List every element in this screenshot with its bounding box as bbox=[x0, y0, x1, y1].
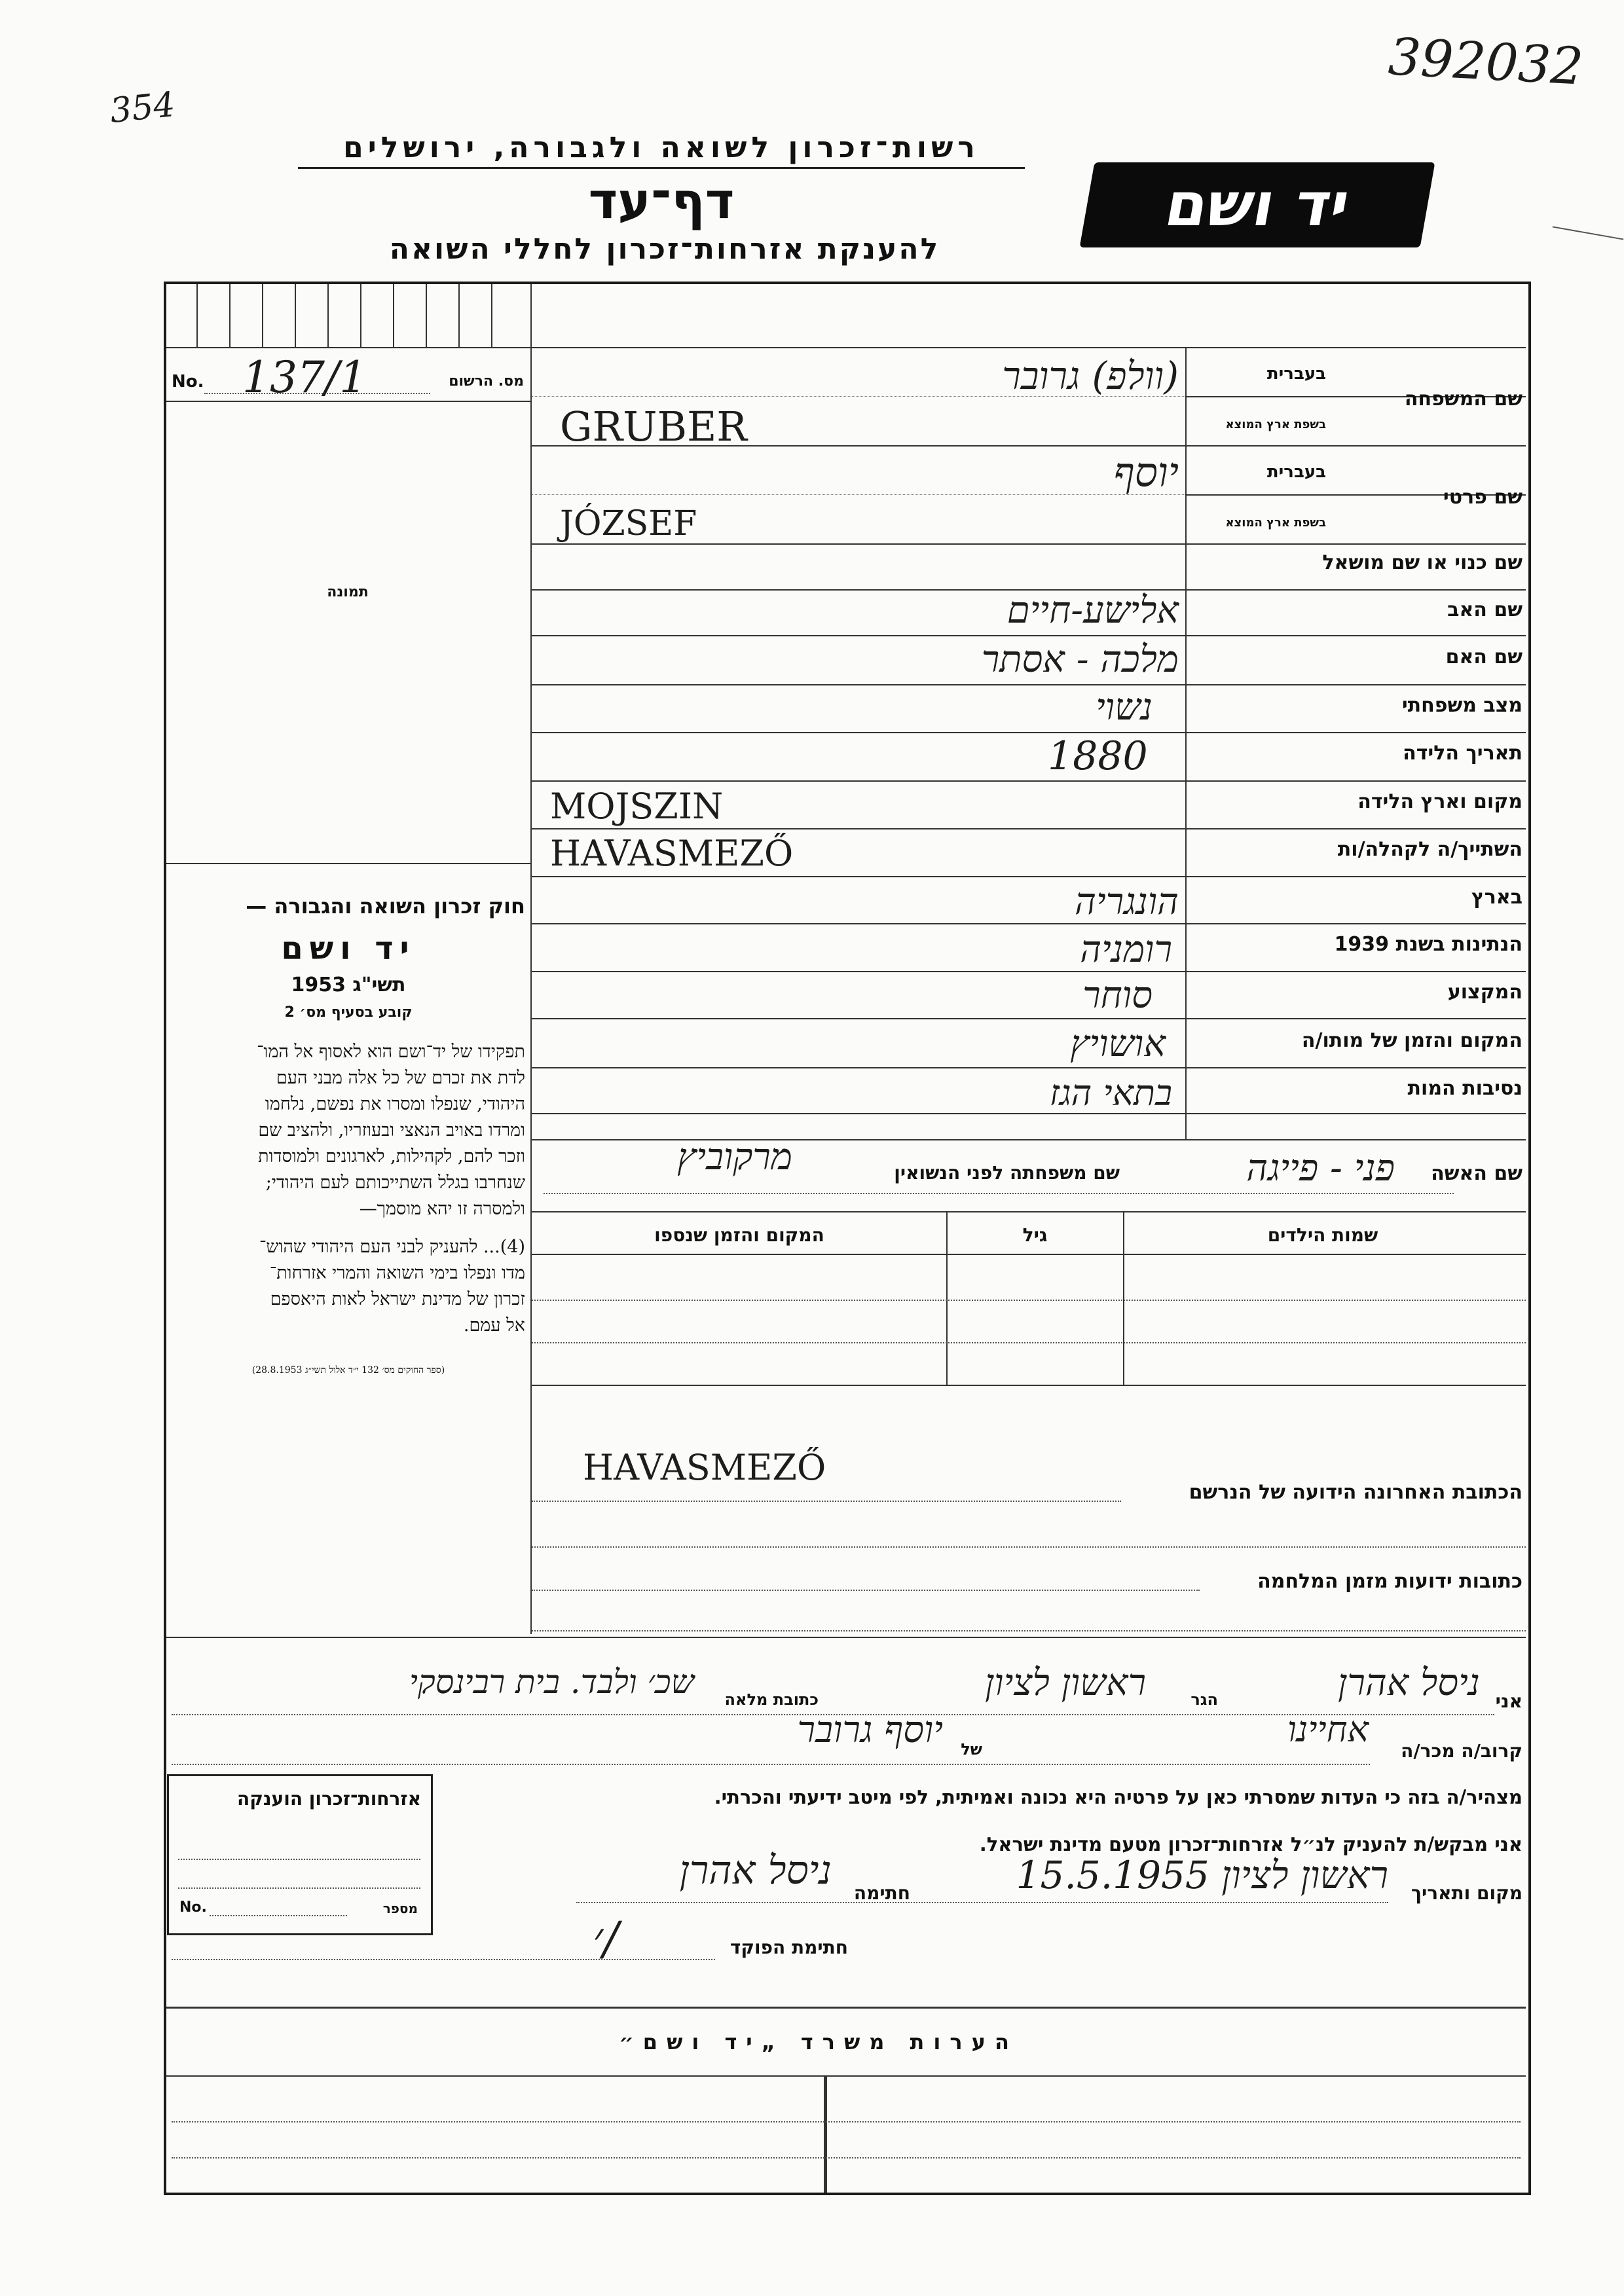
registration-no-value: 137/1 bbox=[242, 352, 367, 403]
law-year: תשי"ג 1953 bbox=[291, 974, 406, 996]
last-address-value: HAVASMEZŐ bbox=[583, 1447, 826, 1488]
declarant-of-name: יוסף גרובר bbox=[797, 1709, 943, 1751]
recognition-box bbox=[167, 1774, 433, 1935]
recognition-no-label: No. bbox=[179, 1899, 207, 1916]
father-label: שם האב bbox=[1447, 598, 1522, 621]
birth-date-value: 1880 bbox=[1048, 733, 1148, 779]
registration-he-label: מס. הרשום bbox=[449, 373, 524, 390]
declarant-residing-label: הגר bbox=[1190, 1690, 1218, 1709]
profession-value: סוחר bbox=[1082, 974, 1153, 1017]
law-box bbox=[172, 894, 525, 1376]
place-date-label: מקום ותאריך bbox=[1411, 1882, 1522, 1904]
officer-mark: ׳/ bbox=[593, 1912, 619, 1965]
declarant-of-label: של bbox=[961, 1740, 982, 1758]
declarant-relation: אחיינו bbox=[1287, 1709, 1369, 1750]
law-para2-line: מדו ונפלו בימי השואה והמרי אזרחות־ bbox=[269, 1263, 525, 1283]
war-address-label: כתובות ידועות מזמן המלחמה bbox=[1257, 1570, 1522, 1593]
declarant-address: שכ׳ ולבד. בית רבינסקי bbox=[409, 1663, 694, 1701]
photo-area bbox=[166, 402, 529, 860]
wife-maiden-value: מרקוביץ bbox=[677, 1136, 792, 1178]
law-clause: קובע בסעיף מס׳ 2 bbox=[284, 1004, 413, 1021]
family-name-hebrew-value: (וולפ) גרובר bbox=[1002, 354, 1179, 398]
registration-no-label: No. bbox=[172, 372, 204, 392]
authority-name: רשות־זכרון לשואה ולגבורה, ירושלים bbox=[298, 131, 1025, 169]
law-para1-line: היהודי, שנפלו ומסרו את נפשם, נלחמו bbox=[265, 1094, 525, 1114]
declarant-i-label: אני bbox=[1495, 1690, 1522, 1712]
mother-label: שם האם bbox=[1445, 646, 1522, 668]
law-para1-line: ולמסרה זו יהא מוסמך— bbox=[359, 1199, 525, 1219]
first-name-label: שם פרטי bbox=[1443, 486, 1522, 509]
birth-place-value: MOJSZIN bbox=[550, 786, 724, 827]
office-notes-title: הערות משרד „יד ושם״ bbox=[619, 2030, 1018, 2054]
signature-label: חתימה bbox=[853, 1882, 910, 1904]
law-para1-line: תפקידו של יד־ושם הוא לאסוף אל המו־ bbox=[257, 1042, 525, 1062]
family-name-sub-hebrew: בעברית bbox=[1266, 364, 1326, 384]
first-name-origin-value: JÓZSEF bbox=[560, 504, 697, 543]
community-value: HAVASMEZŐ bbox=[550, 833, 794, 874]
first-name-sub-origin: בשפת ארץ המוצא bbox=[1225, 516, 1326, 530]
declarant-address-label: כתובת מלאה bbox=[724, 1690, 819, 1709]
children-col-names: שמות הילדים bbox=[1267, 1224, 1378, 1246]
scan-stroke bbox=[1553, 226, 1624, 240]
law-title: חוק זכרון השואה והגבורה — bbox=[246, 894, 525, 919]
law-para2-line: (4)... להעניק לבני העם היהודי שהוש־ bbox=[259, 1237, 525, 1257]
marital-value: נשוי bbox=[1096, 686, 1153, 729]
children-col-place: המקום והזמן שנספו bbox=[654, 1224, 824, 1246]
archive-number: 392032 bbox=[1386, 27, 1585, 97]
top-left-mark: 354 bbox=[108, 84, 177, 132]
declarant-name: ניסל אהרן bbox=[1338, 1662, 1480, 1704]
mother-value: מלכה - אסתר bbox=[981, 638, 1179, 681]
children-col-age: גיל bbox=[1022, 1224, 1048, 1246]
officer-signature-label: חתימת הפוקד bbox=[729, 1937, 848, 1958]
wife-maiden-label: שם משפחתה לפני הנשואין bbox=[894, 1162, 1120, 1184]
death-circumstances-label: נסיבות המות bbox=[1407, 1077, 1522, 1100]
first-name-sub-hebrew: בעברית bbox=[1266, 462, 1326, 482]
family-name-label: שם המשפחה bbox=[1404, 388, 1522, 410]
recognition-title: אזרחות־זכרון הוענקה bbox=[237, 1788, 421, 1810]
country-label: בארץ bbox=[1471, 886, 1522, 909]
declarant-residing: ראשון לציון bbox=[985, 1662, 1146, 1704]
law-para2-line: אל עמם. bbox=[463, 1315, 525, 1336]
father-value: אלישע-חיים bbox=[1006, 589, 1179, 632]
law-para1-line: וזכר להם, לקהילות, לארגונים ולמוסדות bbox=[258, 1146, 525, 1167]
law-para1-line: לדת את זכרם של כל אלה מבני העם bbox=[276, 1068, 525, 1088]
signature-value: ניסל אהרן bbox=[679, 1848, 832, 1893]
law-name: יד ושם bbox=[281, 930, 416, 967]
death-place-label: המקום והזמן של מותו/ה bbox=[1301, 1029, 1522, 1052]
last-address-label: הכתובת האחרונה הידועה של הנרשם bbox=[1189, 1481, 1522, 1504]
form-title: דף־עד bbox=[588, 172, 735, 230]
death-circumstances-value: בתאי הגז bbox=[1049, 1072, 1172, 1114]
law-para2-line: זכרון של מדינת ישראל לאות היאספם bbox=[270, 1289, 525, 1309]
wife-label: שם האשה bbox=[1431, 1162, 1522, 1185]
law-para1-line: ומרדו באויב הנאצי ובעוזריו, ולהציב שם bbox=[258, 1120, 525, 1140]
citizenship-value: רומניה bbox=[1080, 928, 1172, 971]
nickname-label: שם כנוי או שם מושאל bbox=[1322, 551, 1522, 574]
wife-name-value: פני - פייגה bbox=[1246, 1147, 1395, 1190]
birth-date-label: תאריך הלידה bbox=[1403, 742, 1522, 765]
yad-vashem-logo: יד ושם bbox=[1080, 162, 1435, 247]
citizenship-label: הנתינות בשנת 1939 bbox=[1334, 933, 1522, 956]
law-footnote: (ספר החוקים מס׳ 132 י״ד אלול תשי״ג 28.8.1953) bbox=[251, 1365, 445, 1376]
place-date-value: ראשון לציון 15.5.1955 bbox=[1016, 1853, 1388, 1897]
recognition-num-label: מספר bbox=[382, 1901, 418, 1916]
profession-label: המקצוע bbox=[1447, 981, 1522, 1004]
form-subtitle: להענקת אזרחות־זכרון לחללי השואה bbox=[389, 232, 940, 266]
photo-label: תמונה bbox=[327, 584, 369, 600]
request-text: אני מבקש/ת להעניק לנ״ל אזרחות־זכרון מטעם מדינת ישראל. bbox=[979, 1833, 1522, 1855]
declaration-text: מצהיר/ה בזה כי העדות שמסרתי כאן על פרטיה היא נכונה ואמיתית, לפי מיטב ידיעתי והכרתי. bbox=[714, 1786, 1522, 1808]
declarant-relative-label: קרוב/ה מכר/ה bbox=[1401, 1740, 1522, 1762]
country-value: הונגריה bbox=[1075, 881, 1179, 923]
first-name-hebrew-value: יוסף bbox=[1113, 448, 1179, 496]
family-name-origin-value: GRUBER bbox=[560, 403, 747, 450]
marital-label: מצב משפחתי bbox=[1401, 694, 1522, 717]
law-para1-line: שנחרבו בגלל השתייכותם לעם היהודי; bbox=[265, 1173, 525, 1193]
family-name-sub-origin: בשפת ארץ המוצא bbox=[1225, 418, 1326, 431]
death-place-value: אושויץ bbox=[1070, 1023, 1166, 1065]
birth-place-label: מקום וארץ הלידה bbox=[1357, 790, 1522, 813]
community-label: השתייך/ה לקהלה/ות bbox=[1337, 838, 1522, 861]
